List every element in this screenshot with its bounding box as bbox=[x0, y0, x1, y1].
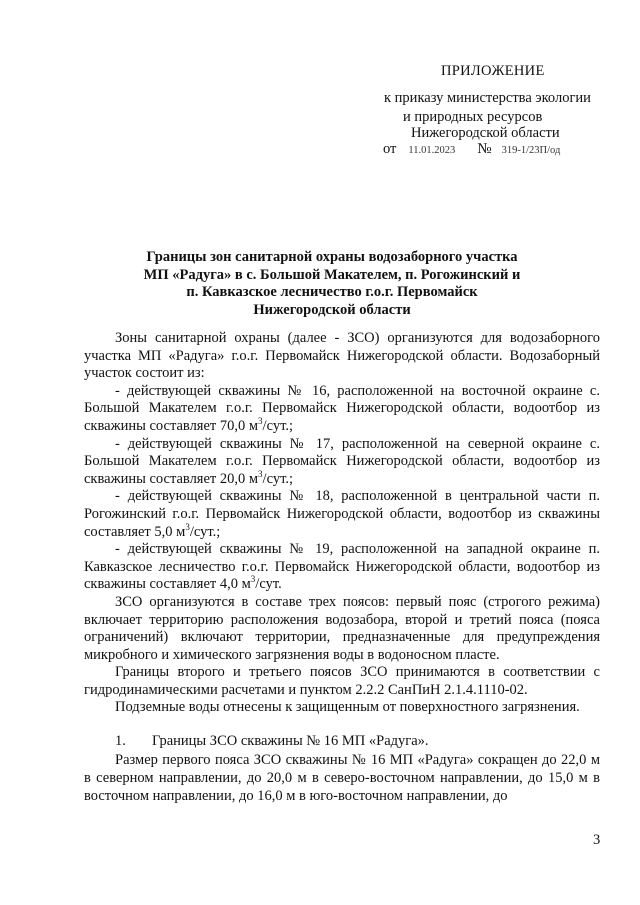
section-heading bbox=[115, 732, 429, 750]
title-line-2: МП «Радуга» в с. Большой Макателем, п. Рогожинский и bbox=[143, 266, 521, 283]
protection-paragraph: Подземные воды отнесены к защищенным от поверхностного загрязнения. bbox=[115, 699, 580, 716]
page-number: 3 bbox=[593, 832, 601, 848]
well-17-item: - действующей скважины № 17, расположенной на северной окраине с. Большой Макателем г.о.г. Первомайск Нижегородской области, водоотбор из скважины составляет 20,0 $м^3$/сут.; bbox=[84, 435, 600, 487]
zones-paragraph: ЗСО организуются в составе трех поясов: первый пояс (строгого режима) включает территорию расположения водозабора, второй и третий пояса (пояса ограничений) включают территории, предназначенные для предупреждения микробного и химического загрязнения воды в водоносном пласте. bbox=[84, 593, 600, 663]
section-number: 1. bbox=[115, 733, 126, 749]
appendix-title: ПРИЛОЖЕНИЕ bbox=[441, 63, 545, 79]
well-19-item: - действующей скважины № 19, расположенной на западной окраине п. Кавказское лесничество г.о.г. Первомайск Нижегородской области, водоотбор из скважины составляет 4,0 $м^3$/сут. bbox=[84, 541, 600, 593]
order-date: 11.01.2023 bbox=[408, 145, 456, 156]
well-18-item: - действующей скважины № 18, расположенной в центральной части п. Рогожинский г.о.г. Первомайск Нижегородской области, водоотбор из скважины составляет 5,0 $м^3$/сут.; bbox=[84, 488, 600, 540]
appendix-line-3: Нижегородской области bbox=[411, 125, 560, 141]
intro-paragraph: Зоны санитарной охраны (далее - ЗСО) организуются для водозаборного участка МП «Радуга» г.о.г. Первомайск Нижегородской области. Водозаборный участок состоит из: bbox=[84, 330, 600, 382]
appendix-line-2: и природных ресурсов bbox=[403, 109, 543, 125]
number-sign: № bbox=[477, 141, 492, 157]
section-body bbox=[84, 752, 600, 805]
appendix-line-1: к приказу министерства экологии bbox=[384, 90, 591, 106]
title-line-3: п. Кавказское лесничество г.о.г. Первомайск bbox=[186, 284, 478, 300]
from-label: от bbox=[383, 141, 397, 157]
well-16-item: - действующей скважины № 16, расположенной на восточной окраине с. Большой Макателем г.о.г. Первомайск Нижегородской области, водоотбор из скважины составляет 70,0 $м^3$/сут.; bbox=[84, 382, 600, 434]
title-line-1: Границы зон санитарной охраны водозаборного участка bbox=[146, 249, 518, 265]
section-paragraph: Размер первого пояса ЗСО скважины № 16 МП «Радуга» сокращен до 22,0 м в северном направлении, до 20,0 м в северо-восточном направлении, до 15,0 м в восточном направлении, до 16,0 м в юго-восточном направлении, до bbox=[84, 752, 600, 804]
title-line-4: Нижегородской области bbox=[253, 301, 411, 318]
section-title: Границы ЗСО скважины № 16 МП «Радуга». bbox=[152, 733, 429, 749]
boundaries-paragraph: Границы второго и третьего поясов ЗСО принимаются в соответствии с гидродинамическими расчетами и пунктом 2.2.2 СанПиН 2.1.4.1110-02. bbox=[84, 664, 600, 698]
order-reference bbox=[383, 140, 560, 160]
order-number: 319-1/23П/од bbox=[501, 145, 561, 156]
document-body bbox=[84, 330, 600, 717]
document-title bbox=[110, 249, 554, 319]
